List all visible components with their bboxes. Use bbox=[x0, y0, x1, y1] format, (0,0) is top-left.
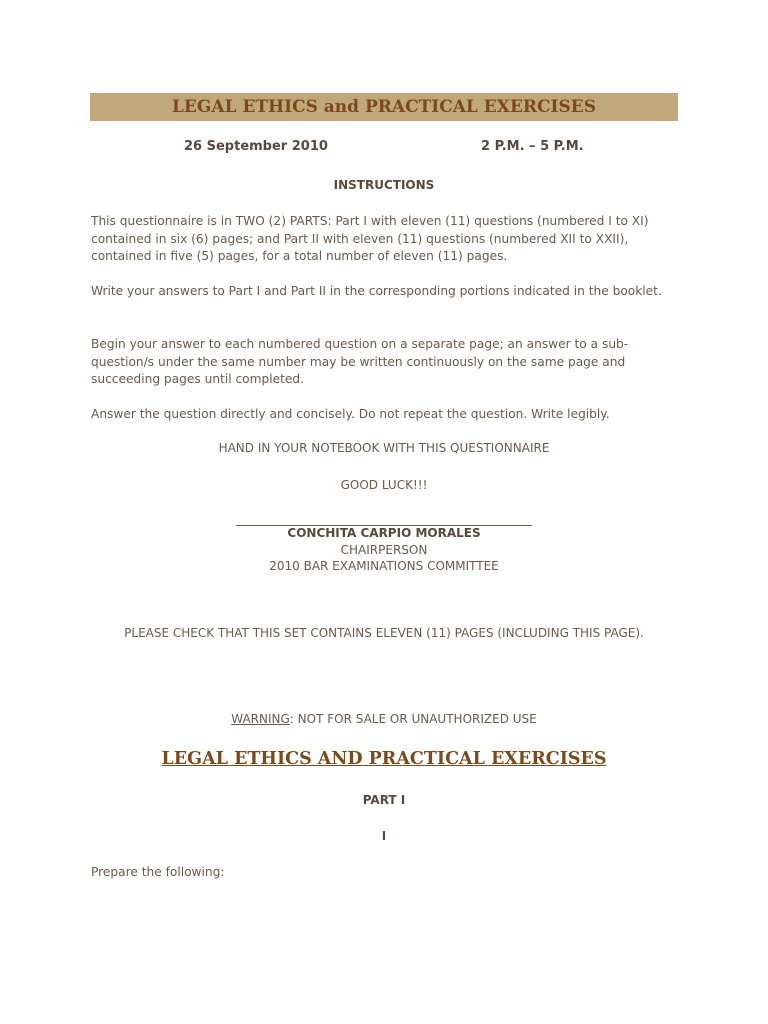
instruction-paragraph: Write your answers to Part I and Part II in the corresponding portions indicated in the booklet. bbox=[91, 284, 662, 298]
instructions-heading: INSTRUCTIONS bbox=[333, 178, 435, 192]
section-title: LEGAL ETHICS AND PRACTICAL EXERCISES bbox=[161, 749, 607, 769]
instruction-paragraph: Begin your answer to each numbered question on a separate page; an answer to a sub-question/s under the same number may be written continuously on the same page and succeeding pages until completed. bbox=[91, 337, 629, 386]
question-text: Prepare the following: bbox=[91, 865, 225, 879]
page-count-notice: PLEASE CHECK THAT THIS SET CONTAINS ELEVEN (11) PAGES (INCLUDING THIS PAGE). bbox=[124, 626, 644, 640]
part-label: PART I bbox=[362, 793, 406, 807]
signatory-title: CHAIRPERSON bbox=[340, 543, 428, 557]
instruction-paragraph: Answer the question directly and concisely. Do not repeat the question. Write legibly. bbox=[91, 407, 610, 421]
question-number: I bbox=[381, 829, 387, 843]
document-title-banner bbox=[90, 93, 678, 121]
warning-label: WARNING bbox=[231, 712, 290, 726]
warning-notice bbox=[0, 712, 768, 726]
hand-in-notice: HAND IN YOUR NOTEBOOK WITH THIS QUESTIONNAIRE bbox=[218, 441, 550, 455]
exam-time: 2 P.M. – 5 P.M. bbox=[481, 139, 584, 154]
warning-text: : NOT FOR SALE OR UNAUTHORIZED USE bbox=[289, 712, 537, 726]
exam-date: 26 September 2010 bbox=[184, 139, 328, 154]
banner-title: LEGAL ETHICS and PRACTICAL EXERCISES bbox=[171, 97, 597, 117]
good-luck-text: GOOD LUCK!!! bbox=[340, 478, 428, 492]
instruction-paragraph: This questionnaire is in TWO (2) PARTS: Part I with eleven (11) questions (numbered I to XI) contained in six (6) pages; and Part II with eleven (11) questions (numbered XII to XXII), contained in five (5) pages, for a total number of eleven (11) pages. bbox=[91, 214, 649, 263]
signatory-name: CONCHITA CARPIO MORALES bbox=[287, 526, 481, 540]
committee-name: 2010 BAR EXAMINATIONS COMMITTEE bbox=[269, 559, 499, 573]
